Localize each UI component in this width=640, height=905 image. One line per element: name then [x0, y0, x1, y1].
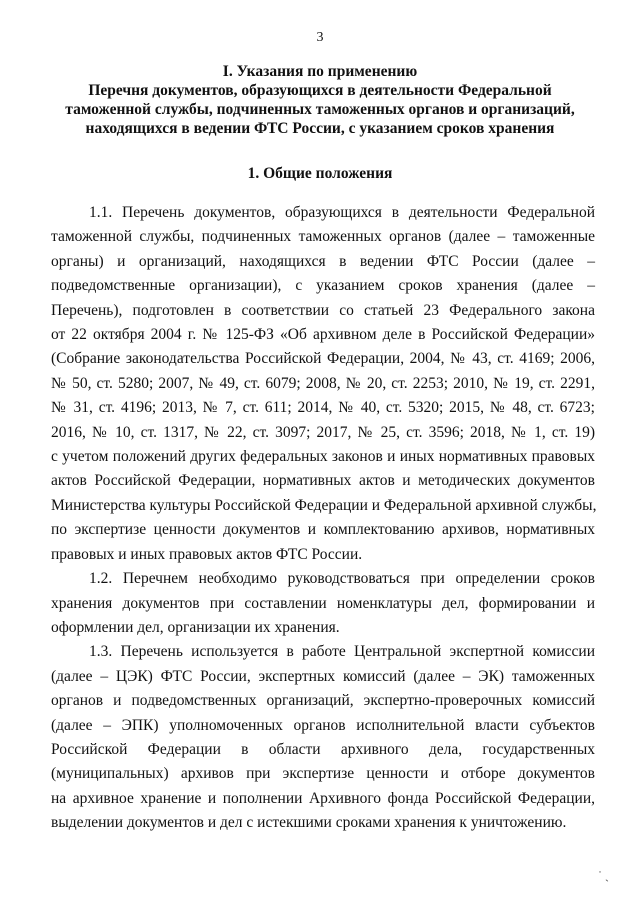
text-line: правовых и иных правовых актов ФТС России.	[51, 545, 363, 563]
text-line: (далее – ЦЭК) ФТС России, экспертных комиссий (далее – ЭК) таможенных	[51, 667, 595, 685]
title-line: I. Указания по применению	[222, 63, 418, 80]
text-line: (муниципальных) архивов при экспертизе ценности и отборе документов	[51, 765, 595, 783]
text-line: с учетом положений других федеральных законов и иных нормативных правовых	[51, 448, 595, 466]
text-line: № 31, ст. 4196; 2013, № 7, ст. 611; 2014, № 40, ст. 5320; 2015, № 48, ст. 6723;	[51, 399, 595, 417]
title-line: Перечня документов, образующихся в деятельности Федеральной	[88, 82, 552, 99]
text-line: № 50, ст. 5280; 2007, № 49, ст. 6079; 2008, № 20, ст. 2253; 2010, № 19, ст. 2291,	[51, 374, 595, 392]
title-line: находящихся в ведении ФТС России, с указанием сроков хранения	[85, 120, 555, 137]
text-line: оформлении дел, организации их хранения.	[51, 618, 340, 636]
text-line: подведомственные организации), с указанием сроков хранения (далее –	[51, 277, 595, 295]
text-line: (далее – ЭПК) уполномоченных органов исполнительной власти субъектов	[51, 716, 595, 734]
text-line: 1.1. Перечень документов, образующихся в деятельности Федеральной	[89, 204, 595, 221]
text-line: (Собрание законодательства Российской Федерации, 2004, № 43, ст. 4169; 2006,	[51, 350, 595, 368]
scan-mark: ˙ ˎ	[598, 868, 609, 882]
text-line: от 22 октября 2004 г. № 125-ФЗ «Об архивном деле в Российской Федерации»	[51, 326, 595, 344]
paragraph-1-3	[51, 640, 595, 835]
text-line: таможенной службы, подчиненных таможенных органов (далее – таможенные	[51, 228, 595, 246]
text-line: Российской Федерации в области архивного дела, государственных	[51, 740, 595, 758]
text-line: органы) и организаций, находящихся в ведении ФТС России (далее –	[51, 252, 595, 270]
text-line: актов Российской Федерации, нормативных актов и методических документов	[51, 472, 595, 490]
text-line: на архивное хранение и пополнении Архивного фонда Российской Федерации,	[51, 789, 595, 807]
text-line: органов и подведомственных организаций, экспертно-проверочных комиссий	[51, 692, 595, 710]
text-line: выделении документов и дел с истекшими сроками хранения к уничтожению.	[51, 814, 567, 832]
text-line: 1.3. Перечень используется в работе Центральной экспертной комиссии	[89, 643, 595, 661]
text-line: 2016, № 10, ст. 1317, № 22, ст. 3097; 2017, № 25, ст. 3596; 2018, № 1, ст. 19)	[51, 423, 595, 441]
paragraph-1-1	[51, 201, 595, 567]
page-number: 3	[316, 30, 324, 45]
section-heading: 1. Общие положения	[247, 165, 393, 182]
document-title	[60, 62, 580, 138]
text-line: 1.2. Перечнем необходимо руководствоваться при определении сроков	[89, 570, 595, 588]
text-line: Министерства культуры Российской Федерации и Федеральной архивной службы,	[51, 496, 597, 514]
text-line: хранения документов при составлении номенклатуры дел, формировании и	[51, 594, 595, 612]
text-line: по экспертизе ценности документов и комплектованию архивов, нормативных	[51, 521, 595, 539]
paragraph-1-2	[51, 567, 595, 640]
title-line: таможенной службы, подчиненных таможенных органов и организаций,	[65, 101, 575, 118]
document-body	[51, 201, 595, 836]
text-line: Перечень), подготовлен в соответствии со статьей 23 Федерального закона	[51, 301, 595, 319]
